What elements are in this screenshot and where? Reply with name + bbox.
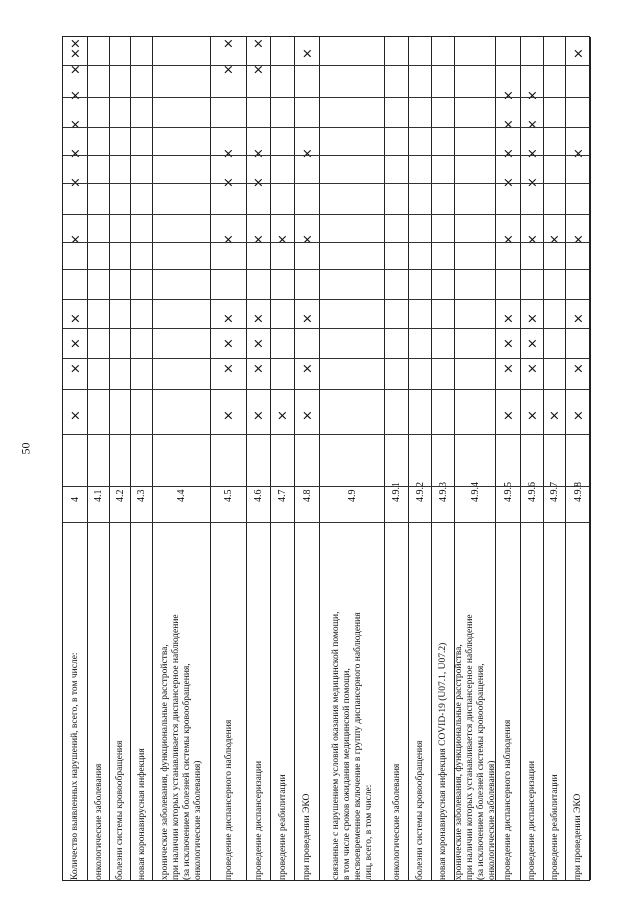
- check-x-mark: ×: [68, 363, 83, 374]
- check-x-mark: ×: [501, 410, 516, 421]
- row-code: 4.6: [253, 489, 264, 502]
- grid-line: [63, 155, 589, 156]
- table-column-row-4-7: [271, 37, 295, 880]
- table-column-row-4-5: [211, 37, 247, 880]
- check-x-mark: ×: [221, 338, 237, 349]
- grid-line: [63, 389, 589, 390]
- table-column-row-4: [63, 37, 88, 880]
- check-x-mark: ×: [251, 64, 267, 75]
- check-x-mark: ×: [68, 177, 83, 188]
- check-x-mark: ×: [525, 148, 540, 159]
- check-x-mark: ×: [525, 119, 540, 130]
- check-x-mark: ×: [300, 234, 315, 245]
- table-column-row-4-9-1: [385, 37, 409, 880]
- grid-line: [63, 358, 589, 359]
- row-code: 4.9.2: [414, 482, 426, 502]
- row-code: 4.2: [114, 489, 126, 502]
- check-x-mark: ×: [525, 313, 540, 324]
- check-x-mark: ×: [275, 234, 291, 245]
- row-label: болезни системы кровообращения: [415, 740, 425, 880]
- check-x-mark: ×: [68, 148, 83, 159]
- check-x-mark: ×: [221, 363, 237, 374]
- check-x-mark: ×: [525, 177, 540, 188]
- check-x-mark: ×: [501, 90, 516, 101]
- row-label: проведение диспансерного наблюдения: [503, 719, 513, 880]
- check-x-mark: ×: [547, 234, 563, 245]
- check-x-mark: ×: [251, 338, 267, 349]
- row-label: при проведении ЭКО: [302, 793, 312, 880]
- check-x-mark: ×: [251, 363, 267, 374]
- row-code: 4.8: [301, 489, 313, 502]
- table-column-row-4-3: [131, 37, 153, 880]
- grid-line: [63, 299, 589, 300]
- row-code: 4.4: [176, 489, 187, 502]
- check-x-mark: ×: [571, 48, 586, 59]
- table-column-row-4-9-4: [455, 37, 496, 880]
- check-x-mark: ×: [571, 148, 586, 159]
- check-x-mark: ×: [300, 48, 315, 59]
- table-column-row-4-9-3: [432, 37, 455, 880]
- row-label: онкологические заболевания: [93, 763, 104, 880]
- check-x-mark: ×: [68, 90, 83, 101]
- row-label: болезни системы кровообращения: [115, 740, 125, 880]
- check-x-mark: ×: [501, 177, 516, 188]
- check-x-mark: ×: [68, 338, 83, 349]
- check-x-mark: ×: [221, 234, 237, 245]
- row-label: проведение диспансеризации: [253, 760, 264, 880]
- row-label: новая коронавирусная инфекция: [136, 748, 147, 880]
- check-x-mark: ×: [275, 410, 291, 421]
- row-code: 4.9.1: [391, 482, 402, 502]
- table-column-row-4-9-8: [566, 37, 591, 880]
- row-code: 4.9.8: [572, 482, 584, 502]
- row-code: 4.9.4: [469, 482, 481, 502]
- row-code: 4.3: [136, 489, 147, 502]
- row-label: онкологические заболевания: [391, 763, 402, 880]
- check-x-mark: ×: [68, 234, 83, 245]
- check-x-mark: ×: [300, 410, 315, 421]
- table-column-row-4-9-5: [496, 37, 521, 880]
- row-code: 4.9.5: [502, 482, 514, 502]
- check-x-mark: ×: [68, 38, 83, 49]
- check-x-mark: ×: [221, 38, 237, 49]
- check-x-mark: ×: [547, 410, 563, 421]
- check-x-mark: ×: [300, 148, 315, 159]
- check-x-mark: ×: [221, 410, 237, 421]
- check-x-mark: ×: [525, 90, 540, 101]
- page-number: 50: [18, 442, 33, 455]
- row-code: 4.9: [346, 489, 358, 502]
- table-column-row-4-6: [247, 37, 271, 880]
- grid-line: [63, 328, 589, 329]
- check-x-mark: ×: [571, 234, 586, 245]
- check-x-mark: ×: [251, 177, 267, 188]
- row-label: при проведении ЭКО: [573, 793, 583, 880]
- check-x-mark: ×: [251, 234, 267, 245]
- grid-line: [63, 242, 589, 243]
- code-separator: [63, 522, 589, 523]
- row-code: 4: [69, 497, 81, 502]
- check-x-mark: ×: [501, 119, 516, 130]
- check-x-mark: ×: [525, 410, 540, 421]
- check-x-mark: ×: [68, 48, 83, 59]
- grid-line: [63, 269, 589, 270]
- table-column-row-4-4: [153, 37, 211, 880]
- row-code: 4.9.7: [549, 482, 560, 502]
- check-x-mark: ×: [221, 177, 237, 188]
- table-column-row-4-2: [110, 37, 131, 880]
- row-label: проведение реабилитации: [549, 774, 560, 880]
- check-x-mark: ×: [251, 148, 267, 159]
- check-x-mark: ×: [251, 313, 267, 324]
- check-x-mark: ×: [221, 313, 237, 324]
- check-x-mark: ×: [300, 313, 315, 324]
- row-label: новая коронавирусная инфекция COVID-19 (U07.1, U07.2): [438, 642, 448, 880]
- check-x-mark: ×: [501, 363, 516, 374]
- check-x-mark: ×: [221, 64, 237, 75]
- check-x-mark: ×: [501, 313, 516, 324]
- check-x-mark: ×: [251, 410, 267, 421]
- check-x-mark: ×: [300, 363, 315, 374]
- check-x-mark: ×: [571, 410, 586, 421]
- check-x-mark: ×: [68, 64, 83, 75]
- check-x-mark: ×: [501, 148, 516, 159]
- row-label: проведение диспансеризации: [527, 760, 537, 880]
- grid-line: [63, 486, 589, 487]
- row-label: проведение диспансерного наблюдения: [223, 719, 234, 880]
- check-x-mark: ×: [68, 313, 83, 324]
- grid-line: [63, 97, 589, 98]
- check-x-mark: ×: [571, 313, 586, 324]
- row-code: 4.7: [277, 489, 288, 502]
- table-column-row-4-9: [320, 37, 385, 880]
- grid-line: [63, 183, 589, 184]
- check-x-mark: ×: [501, 234, 516, 245]
- check-x-mark: ×: [68, 410, 83, 421]
- check-x-mark: ×: [525, 338, 540, 349]
- table-column-row-4-8: [295, 37, 320, 880]
- row-label: проведение реабилитации: [277, 774, 288, 880]
- table-column-row-4-9-2: [409, 37, 432, 880]
- grid-line: [63, 65, 589, 66]
- violations-table: [62, 36, 590, 881]
- table-column-row-4-1: [88, 37, 110, 880]
- check-x-mark: ×: [221, 148, 237, 159]
- check-x-mark: ×: [501, 338, 516, 349]
- row-label: хронические заболевания, функциональные расстройства, при наличии которых устанавливается диспансерное наблюдение (за исключением болезней системы кровообращения, онкологические заболевания): [453, 614, 497, 880]
- check-x-mark: ×: [525, 234, 540, 245]
- check-x-mark: ×: [68, 119, 83, 130]
- grid-line: [63, 434, 589, 435]
- row-label: связанные с нарушением условий оказания медицинской помощи, в том числе сроков ожидания медицинской помощи, несвоевременное включение в группу диспансерного наблюдения лиц, всего, в том числе:: [330, 611, 374, 880]
- grid-line: [63, 214, 589, 215]
- row-code: 4.9.6: [526, 482, 538, 502]
- table-column-row-4-9-6: [521, 37, 544, 880]
- row-code: 4.1: [93, 489, 104, 502]
- check-x-mark: ×: [525, 363, 540, 374]
- row-code: 4.9.3: [437, 482, 449, 502]
- check-x-mark: ×: [251, 38, 267, 49]
- row-label: Количество выявленных нарушений, всего, в том числе:: [70, 652, 80, 880]
- grid-line: [63, 127, 589, 128]
- table-column-row-4-9-7: [544, 37, 566, 880]
- row-code: 4.5: [223, 489, 234, 502]
- row-label: хронические заболевания, функциональные расстройства, при наличии которых устанавливается диспансерное наблюдение (за исключением болезней системы кровообращения, онкологические заболевания): [160, 614, 203, 880]
- check-x-mark: ×: [571, 363, 586, 374]
